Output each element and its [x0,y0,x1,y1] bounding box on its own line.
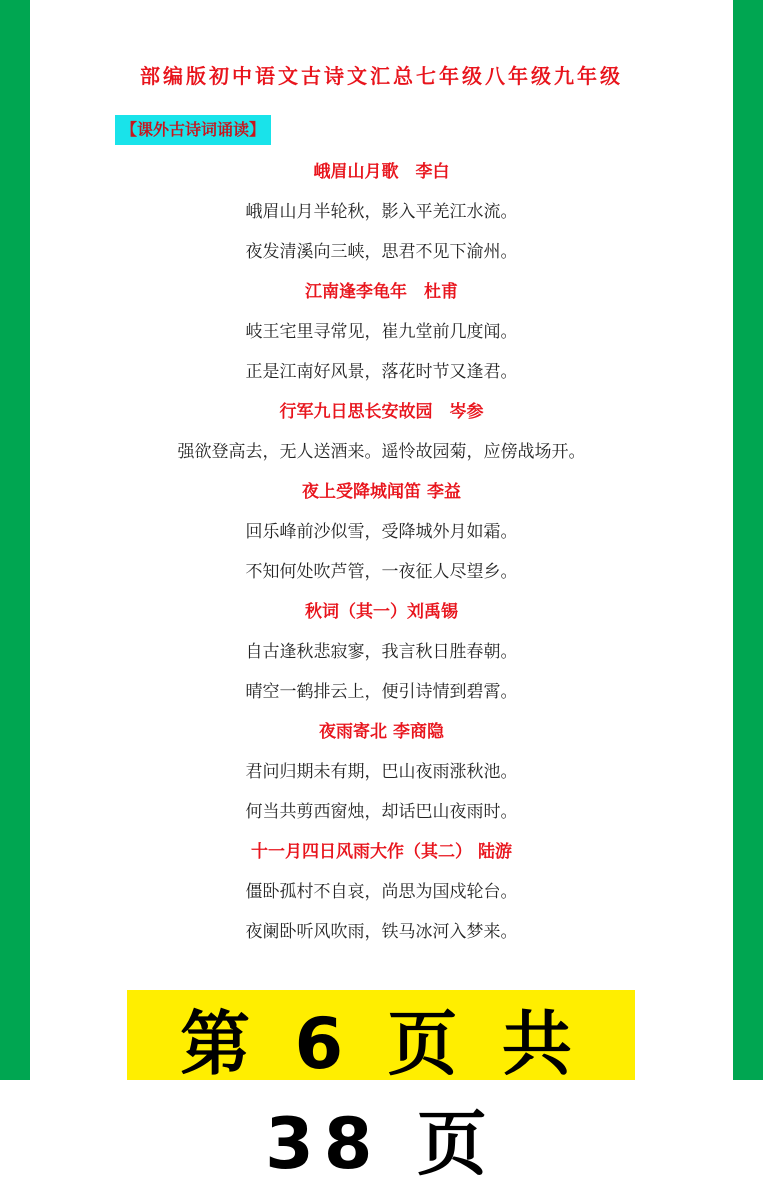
poem-title: 行军九日思长安故园 岑参 [279,402,484,422]
poem-line: 夜发清溪向三峡，思君不见下渝州。 [245,242,518,262]
poem-line: 岐王宅里寻常见，崔九堂前几度闻。 [245,322,518,342]
poem-title: 夜上受降城闻笛 李益 [302,482,461,502]
poem-line: 强欲登高去，无人送酒来。遥怜故园菊，应傍战场开。 [177,442,586,462]
poem-line: 君问归期未有期，巴山夜雨涨秋池。 [245,762,518,782]
poem-line: 不知何处吹芦管，一夜征人尽望乡。 [245,562,518,582]
poem-title: 江南逢李龟年 杜甫 [305,282,458,302]
poem-line: 峨眉山月半轮秋，影入平羌江水流。 [245,202,518,222]
poem-line: 夜阑卧听风吹雨，铁马冰河入梦来。 [245,922,518,942]
poem-line: 自古逢秋悲寂寥，我言秋日胜春朝。 [245,642,518,662]
poem-title: 十一月四日风雨大作（其二） 陆游 [251,842,512,862]
poem-title: 峨眉山月歌 李白 [313,162,450,182]
section-tag: 【课外古诗词诵读】 [115,115,271,145]
poem-line: 晴空一鹤排云上，便引诗情到碧霄。 [245,682,518,702]
poem-list [30,152,733,952]
poem-line: 回乐峰前沙似雪，受降城外月如霜。 [245,522,518,542]
page-counter-banner [127,990,635,1185]
page-counter: 第 6 页 共 38 页 [180,1003,582,1185]
poem-line: 正是江南好风景，落花时节又逢君。 [245,362,518,382]
page-title: 部编版初中语文古诗文汇总七年级八年级九年级 [140,64,623,88]
left-green-border [0,0,30,1080]
poem-title: 秋词（其一）刘禹锡 [305,602,458,622]
poem-title: 夜雨寄北 李商隐 [319,722,444,742]
right-green-border [733,0,763,1080]
poem-line: 僵卧孤村不自哀，尚思为国戍轮台。 [245,882,518,902]
poem-line: 何当共剪西窗烛，却话巴山夜雨时。 [245,802,518,822]
